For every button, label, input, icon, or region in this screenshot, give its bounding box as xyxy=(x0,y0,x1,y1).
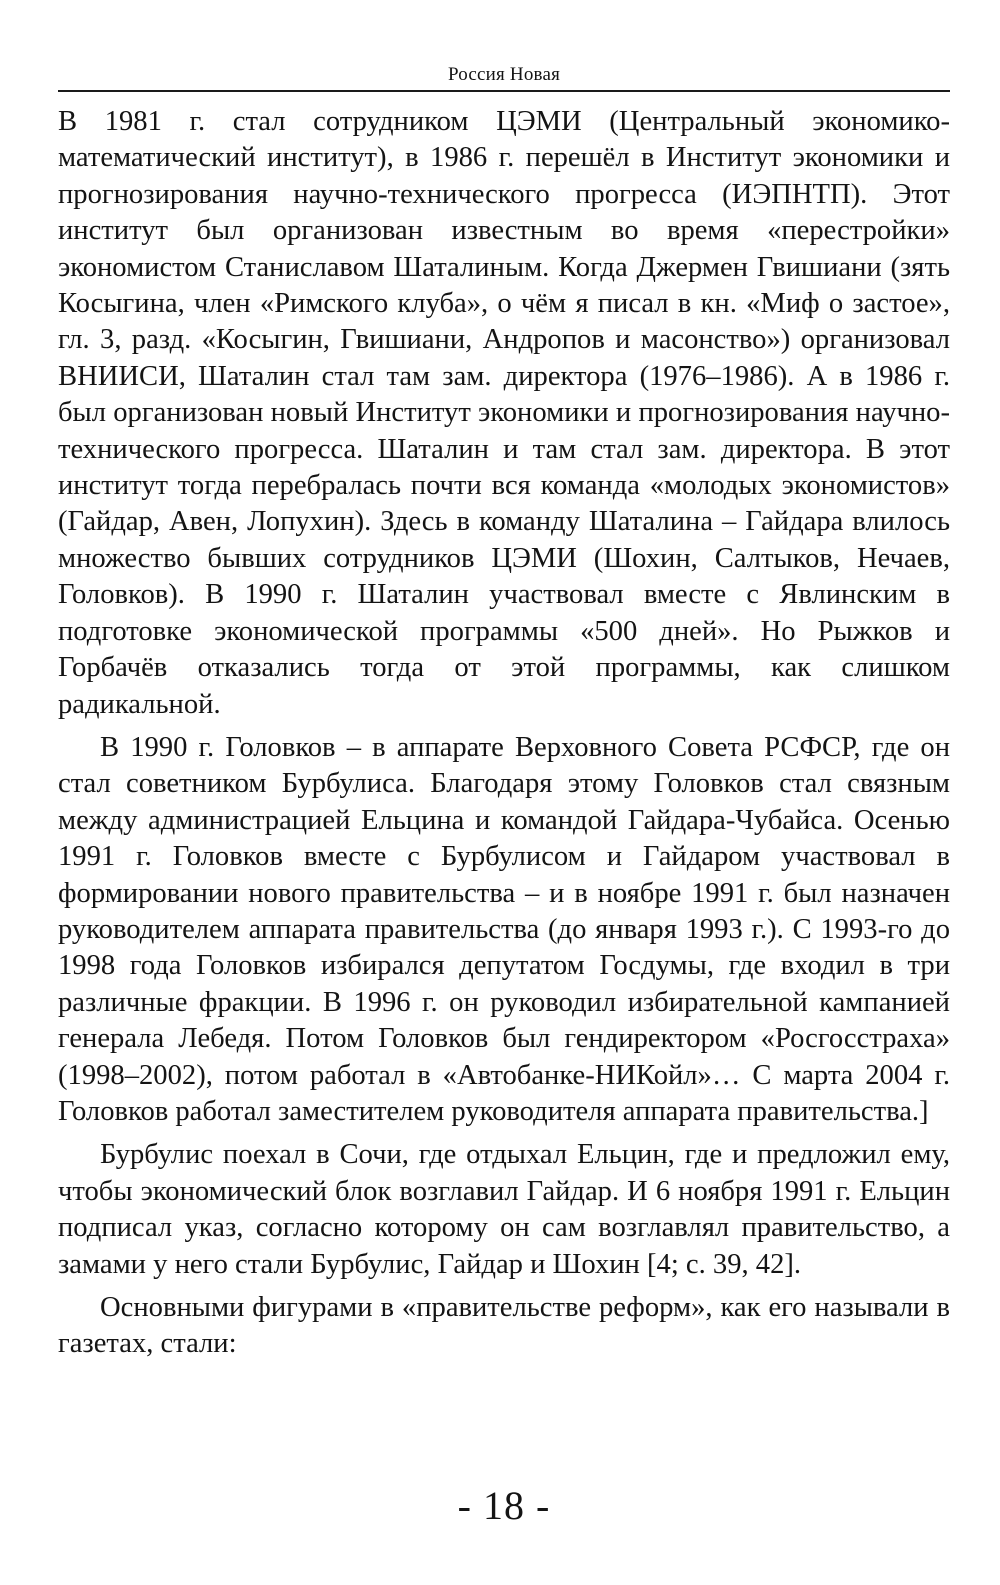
paragraph-burbulis-sochi: Бурбулис поехал в Сочи, где отдыхал Ельцин, где и предложил ему, чтобы экономический блок возглавил Гайдар. И 6 ноября 1991 г. Ельцин подписал указ, согласно которому он сам возглавлял правительство, а замами у него стали Бурбулис, Гайдар и Шохин [4; с. 39, 42]. xyxy=(58,1139,950,1280)
running-header-title: Россия Новая xyxy=(447,64,561,85)
body-text xyxy=(58,104,950,1363)
paragraph-reform-government: Основными фигурами в «правительстве реформ», как его называли в газетах, стали: xyxy=(58,1292,950,1360)
paragraph-shatalin-institute: В 1981 г. стал сотрудником ЦЭМИ (Центральный экономико-математический институт), в 1986 г. перешёл в Институт экономики и прогнозирования научно-технического прогресса (ИЭПНТП). Этот институт был организован известным во время «перестройки» экономистом Станиславом Шаталиным. Когда Джермен Гвишиани (зять Косыгина, член «Римского клуба», о чём я писал в кн. «Миф о застое», гл. 3, разд. «Косыгин, Гвишиани, Андропов и масонство») организовал ВНИИСИ, Шаталин стал там зам. директора (1976–1986). А в 1986 г. был организован новый Институт экономики и прогнозирования научно-технического прогресса. Шаталин и там стал зам. директора. В этот институт тогда перебралась почти вся команда «молодых экономистов» (Гайдар, Авен, Лопухин). Здесь в команду Шаталина – Гайдара влилось множество бывших сотрудников ЦЭМИ (Шохин, Салтыков, Нечаев, Головков). В 1990 г. Шаталин участвовал вместе с Явлинским в подготовке экономической программы «500 дней». Но Рыжков и Горбачёв отказались тогда от этой программы, как слишком радикальной. xyxy=(58,106,950,720)
page-number: - 18 - xyxy=(457,1483,551,1528)
header-rule xyxy=(58,90,950,92)
book-page xyxy=(58,62,950,1532)
paragraph-golovkov-career: В 1990 г. Головков – в аппарате Верховного Совета РСФСР, где он стал советником Бурбулиса. Благодаря этому Головков стал связным между администрацией Ельцина и командой Гайдара-Чубайса. Осенью 1991 г. Головков вместе с Бурбулисом и Гайдаром участвовал в формировании нового правительства – и в ноябре 1991 г. был назначен руководителем аппарата правительства (до января 1993 г.). С 1993-го до 1998 года Головков избирался депутатом Госдумы, где входил в три различные фракции. В 1996 г. он руководил избирательной кампанией генерала Лебедя. Потом Головков был гендиректором «Росгосстраха» (1998–2002), потом работал в «Автобанке-НИКойл»… С марта 2004 г. Головков работал заместителем руководителя аппарата правительства.] xyxy=(58,731,950,1127)
